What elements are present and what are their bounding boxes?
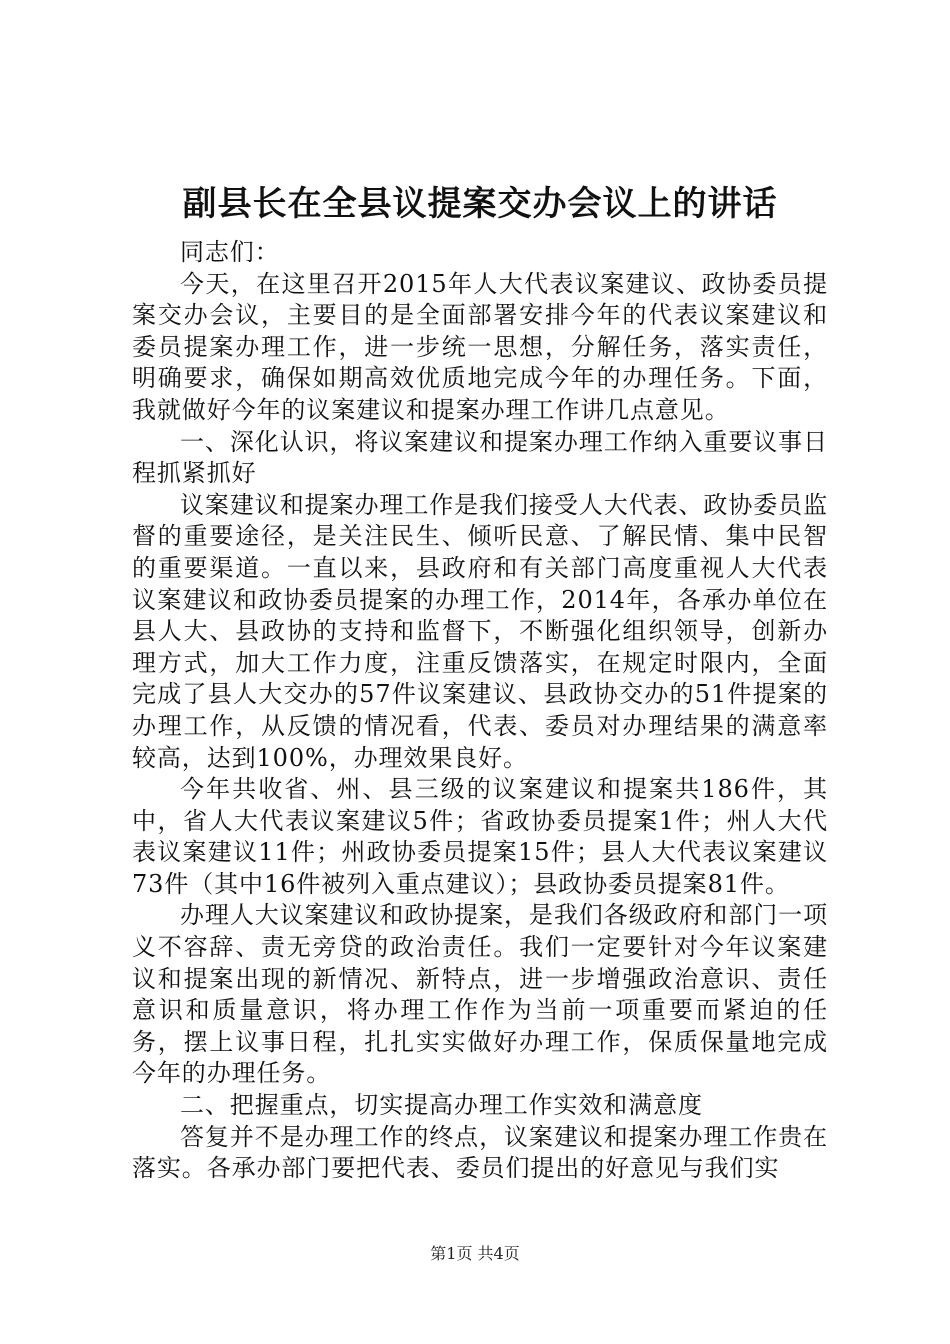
salutation: 同志们： [180, 238, 280, 266]
page-indicator: 第1页 共4页 [430, 1244, 520, 1263]
paragraph-implementation: 答复并不是办理工作的终点，议案建议和提案办理工作贵在落实。各承办部门要把代表、委员们提出的好意见与我们实 [132, 1122, 828, 1183]
paragraph-intro: 今天，在这里召开2015年人大代表议案建议、政协委员提案交办会议，主要目的是全面部署安排今年的代表议案建议和委员提案办理工作，进一步统一思想，分解任务，落实责任，明确要求，确保如期高效优质地完成今年的办理任务。下面，我就做好今年的议案建议和提案办理工作讲几点意见。 [132, 269, 828, 424]
document-body [132, 237, 828, 1185]
paragraph-statistics: 今年共收省、州、县三级的议案建议和提案共186件，其中，省人大代表议案建议5件；省政协委员提案1件；州人大代表议案建议11件；州政协委员提案15件；县人大代表议案建议73件（其中16件被列入重点建议）；县政协委员提案81件。 [132, 775, 828, 898]
document-title: 副县长在全县议提案交办会议上的讲话 [182, 184, 778, 224]
section-heading-1: 一、深化认识，将议案建议和提案办理工作纳入重要议事日程抓紧抓好 [132, 427, 828, 488]
paragraph-responsibility: 办理人大议案建议和政协提案，是我们各级政府和部门一项义不容辞、责无旁贷的政治责任。我们一定要针对今年议案建议和提案出现的新情况、新特点，进一步增强政治意识、责任意识和质量意识，将办理工作作为当前一项重要而紧迫的任务，摆上议事日程，扎扎实实做好办理工作，保质保量地完成今年的办理任务。 [132, 901, 828, 1088]
paragraph-review: 议案建议和提案办理工作是我们接受人大代表、政协委员监督的重要途径，是关注民生、倾听民意、了解民情、集中民智的重要渠道。一直以来，县政府和有关部门高度重视人大代表议案建议和政协委员提案的办理工作，2014年，各承办单位在县人大、县政协的支持和监督下，不断强化组织领导，创新办理方式，加大工作力度，注重反馈落实，在规定时限内，全面完成了县人大交办的57件议案建议、县政协交办的51件提案的办理工作，从反馈的情况看，代表、委员对办理结果的满意率较高，达到100%，办理效果良好。 [132, 490, 828, 772]
section-heading-2: 二、把握重点，切实提高办理工作实效和满意度 [180, 1091, 703, 1120]
